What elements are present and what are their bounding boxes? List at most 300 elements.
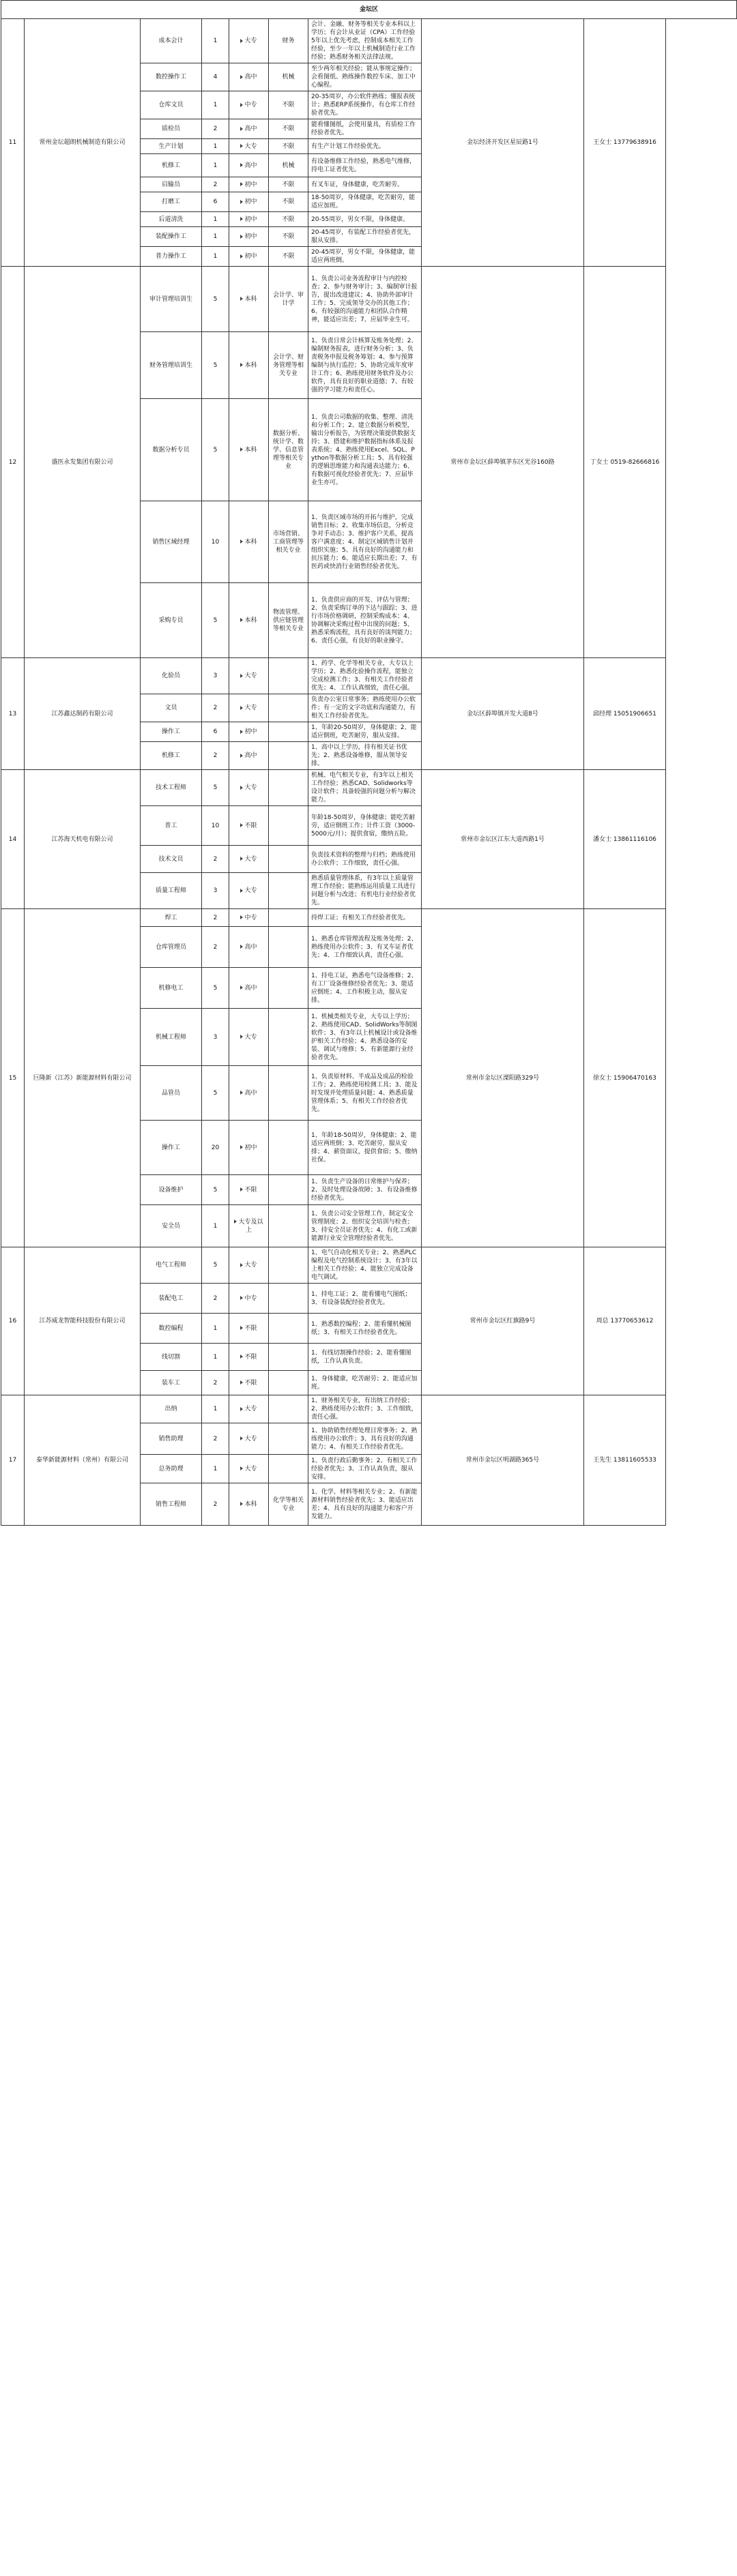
job-description: 1、熟悉数控编程；2、能看懂机械图纸；3、有相关工作经验者优先。: [308, 1314, 422, 1344]
company-number: 14: [1, 770, 25, 909]
job-education-cell: [229, 154, 269, 177]
row-marker-icon: [240, 235, 243, 239]
job-education: 不限: [244, 1353, 257, 1361]
company-address: 金坛区薛埠镇开发大道8号: [422, 658, 584, 770]
job-education-cell: [229, 63, 269, 91]
job-title-cell: [141, 227, 202, 247]
company-address: 常州市金坛区溧阳路329号: [422, 909, 584, 1247]
job-title-cell: [141, 1009, 202, 1066]
job-count-cell: [202, 1455, 229, 1483]
job-description: 至少两年相关经验；能从事规定操作；会看图纸、熟练操作数控车床、加工中心编程。: [308, 63, 422, 91]
row-marker-icon: [240, 706, 243, 710]
job-major: 机械: [269, 63, 308, 91]
job-count: 1: [213, 143, 218, 150]
job-description: 1、负责公司数据的收集、整理、清洗和分析工作；2、建立数据分析模型，输出分析报告，为管理决策提供数据支持；3、搭建和维护数据指标体系及报表系统；4、熟练使用Excel、SQL、Python等数据分析工具；5、具有较强的逻辑思维能力和沟通表达能力；6、有数据可视化经验者优先；7、应届毕业生亦可。: [308, 399, 422, 501]
row-marker-icon: [240, 915, 243, 919]
job-count-cell: [202, 806, 229, 846]
job-title-cell: [141, 154, 202, 177]
job-title: 机修工: [161, 162, 180, 169]
job-description: 负责技术资料的整理与归档；熟练使用办公软件；工作细致，责任心强。: [308, 846, 422, 873]
job-count: 1: [213, 1353, 218, 1361]
job-count: 1: [213, 162, 218, 169]
company-address: 常州市金坛区江东大道西路1号: [422, 770, 584, 909]
job-count-cell: [202, 846, 229, 873]
job-title-cell: [141, 139, 202, 154]
job-title-cell: [141, 1455, 202, 1483]
job-education: 大专: [244, 38, 257, 44]
job-row: [1, 19, 737, 63]
job-title: 生产计划: [158, 143, 184, 150]
job-description: 20-55周岁，男女不限，身体健康。: [308, 212, 422, 227]
job-count-cell: [202, 119, 229, 139]
job-major: 市场营销、工商管理等相关专业: [269, 501, 308, 583]
job-education: 初中: [244, 1144, 257, 1151]
job-major: [269, 909, 308, 927]
job-count: 1: [213, 38, 218, 44]
job-education-cell: [229, 1066, 269, 1121]
job-major: [269, 927, 308, 968]
job-description: 1、化学、材料等相关专业；2、有新能源材料销售经验者优先；3、能适应出差；4、具有良好的沟通能力和客户开发能力。: [308, 1483, 422, 1526]
job-education-cell: [229, 806, 269, 846]
job-education: 大专: [244, 1262, 257, 1269]
job-description: 熟悉质量管理体系，有3年以上质量管理工作经验；能熟练运用质量工具进行问题分析与改进；有机电行业经验者优先。: [308, 873, 422, 909]
job-education: 大专: [244, 672, 257, 679]
job-education: 大专: [244, 887, 257, 894]
job-education-cell: [229, 227, 269, 247]
company-contact: 周总 13770653612: [584, 1247, 666, 1395]
job-major: 化学等相关专业: [269, 1483, 308, 1526]
job-count: 2: [213, 752, 218, 759]
job-description: 1、负责公司安全管理工作，制定安全管理制度；2、组织安全培训与检查；3、持安全员证者优先；4、有化工或新能源行业安全管理经验者优先。: [308, 1205, 422, 1247]
job-major: [269, 1344, 308, 1371]
job-education-cell: [229, 139, 269, 154]
job-count-cell: [202, 399, 229, 501]
job-count-cell: [202, 192, 229, 212]
job-education-cell: [229, 212, 269, 227]
job-count-cell: [202, 658, 229, 694]
job-description: 1、持电工证；2、能看懂电气图纸；3、有设备装配经验者优先。: [308, 1284, 422, 1314]
job-description: 1、负责行政后勤事务；2、有相关工作经验者优先；3、工作认真负责，服从安排。: [308, 1455, 422, 1483]
job-count-cell: [202, 873, 229, 909]
job-education: 大专: [244, 855, 257, 863]
job-education: 初中: [244, 233, 257, 240]
row-marker-icon: [240, 217, 243, 221]
job-title-cell: [141, 968, 202, 1009]
job-major: [269, 1284, 308, 1314]
job-description: 1、年龄20-50周岁，身体健康；2、能适应倒班，吃苦耐劳，服从安排。: [308, 722, 422, 742]
company-contact: 邱经理 15051906651: [584, 658, 666, 770]
job-description: 20-45周岁，有装配工作经验者优先，服从安排。: [308, 227, 422, 247]
job-major: [269, 1395, 308, 1423]
job-count: 2: [213, 1500, 218, 1508]
row-marker-icon: [240, 103, 243, 107]
job-education: 本科: [244, 538, 257, 546]
job-education-cell: [229, 1455, 269, 1483]
job-row: [1, 1395, 737, 1423]
job-education-cell: [229, 399, 269, 501]
job-count: 6: [213, 728, 218, 735]
job-title-cell: [141, 1205, 202, 1247]
company-number: 16: [1, 1247, 25, 1395]
job-title-cell: [141, 332, 202, 399]
job-description: 负责办公室日常事务；熟练使用办公软件；有一定的文字功底和沟通能力，有相关工作经验者优先。: [308, 694, 422, 722]
row-marker-icon: [240, 163, 243, 167]
job-title: 技术文员: [158, 855, 184, 863]
job-title: 成本会计: [158, 38, 184, 44]
job-title: 出纳: [164, 1406, 177, 1412]
row-marker-icon: [240, 618, 243, 622]
job-education: 本科: [244, 446, 257, 454]
job-description: 能看懂图纸，会使用量具，有质检工作经验者优先。: [308, 119, 422, 139]
job-major: 会计学、审计学: [269, 267, 308, 332]
job-title-cell: [141, 846, 202, 873]
job-title: 采购专员: [158, 617, 184, 624]
row-marker-icon: [240, 823, 243, 827]
company-contact: 王先生 13811605533: [584, 1395, 666, 1526]
job-title: 仓库管理员: [155, 943, 186, 951]
job-education-cell: [229, 1483, 269, 1526]
job-title: 启输员: [161, 181, 180, 188]
job-count-cell: [202, 267, 229, 332]
job-row: [1, 909, 737, 927]
row-marker-icon: [240, 1502, 243, 1506]
row-marker-icon: [240, 75, 243, 79]
job-description: 有叉车证，身体健康，吃苦耐劳。: [308, 177, 422, 192]
job-count-cell: [202, 154, 229, 177]
job-title-cell: [141, 583, 202, 658]
job-title: 设备维护: [158, 1186, 184, 1194]
job-education: 高中: [244, 74, 257, 80]
job-count: 10: [211, 538, 220, 546]
job-title: 打磨工: [161, 198, 180, 205]
job-description: 1、药学、化学等相关专业，大专以上学历；2、熟悉化验操作流程，能独立完成检测工作；3、有相关工作经验者优先；4、工作认真细致，责任心强。: [308, 658, 422, 694]
company-name: 常州金坛超朗机械制造有限公司: [25, 19, 141, 267]
job-count: 2: [213, 914, 218, 921]
job-education-cell: [229, 19, 269, 63]
company-name: 江苏鑫达制药有限公司: [25, 658, 141, 770]
job-count-cell: [202, 227, 229, 247]
job-description: 年龄18-50周岁，身体健康；能吃苦耐劳，适应倒班工作；计件工资（3000-5000元/月）；提供食宿，缴纳五险。: [308, 806, 422, 846]
job-count-cell: [202, 1314, 229, 1344]
job-count-cell: [202, 501, 229, 583]
job-count: 2: [213, 943, 218, 951]
job-count-cell: [202, 177, 229, 192]
company-address: 常州市金坛区明湖路365号: [422, 1395, 584, 1526]
company-name: 盛医永发集团有限公司: [25, 267, 141, 658]
job-count-cell: [202, 770, 229, 806]
job-education: 高中: [244, 1089, 257, 1097]
company-contact: 丁女士 0519-82666816: [584, 267, 666, 658]
job-description: 1、熟悉仓库管理流程及账务处理；2、熟练使用办公软件；3、有叉车证者优先；4、工作细致认真，责任心强。: [308, 927, 422, 968]
job-count-cell: [202, 909, 229, 927]
job-description: 1、电气自动化相关专业；2、熟悉PLC编程及电气控制系统设计；3、有3年以上相关工作经验；4、能独立完成设备电气调试。: [308, 1247, 422, 1284]
job-education: 初中: [244, 216, 257, 223]
row-marker-icon: [240, 254, 243, 258]
job-education-cell: [229, 1344, 269, 1371]
job-title: 机修电工: [158, 984, 184, 992]
job-education-cell: [229, 909, 269, 927]
region-title: 金坛区: [1, 1, 737, 19]
job-education-cell: [229, 1175, 269, 1205]
job-title-cell: [141, 1175, 202, 1205]
job-description: 1、机械类相关专业，大专以上学历；2、熟练使用CAD、SolidWorks等制图软件；3、有3年以上机械设计或设备维护相关工作经验；4、熟悉设备的安装、调试与维修；5、有新能源行业经验者优先。: [308, 1009, 422, 1066]
job-education-cell: [229, 722, 269, 742]
job-count: 2: [213, 1435, 218, 1442]
job-count-cell: [202, 968, 229, 1009]
job-major: [269, 1247, 308, 1284]
row-marker-icon: [240, 144, 243, 148]
job-major: [269, 1423, 308, 1455]
job-title: 线切割: [161, 1353, 180, 1361]
job-education: 高中: [244, 125, 257, 132]
job-education-cell: [229, 1247, 269, 1284]
job-title: 财务管理培训生: [149, 361, 192, 369]
job-count-cell: [202, 1371, 229, 1395]
job-count: 2: [213, 125, 218, 132]
job-description: 1、高中以上学历，持有相关证书优先；2、熟悉设备维修，服从领导安排。: [308, 742, 422, 770]
job-title-cell: [141, 770, 202, 806]
job-major: [269, 968, 308, 1009]
row-marker-icon: [240, 857, 243, 861]
job-count-cell: [202, 1066, 229, 1121]
job-title: 普力操作工: [155, 253, 186, 260]
job-education-cell: [229, 119, 269, 139]
job-education-cell: [229, 742, 269, 770]
job-education: 初中: [244, 728, 257, 735]
job-education: 大专: [244, 1033, 257, 1041]
job-description: 1、协助销售经理处理日常事务；2、熟练使用办公软件；3、具有良好的沟通能力；4、有相关工作经验者优先。: [308, 1423, 422, 1455]
job-title-cell: [141, 1344, 202, 1371]
job-education-cell: [229, 658, 269, 694]
company-number: 12: [1, 267, 25, 658]
job-count: 1: [213, 1406, 218, 1412]
job-count: 2: [213, 1379, 218, 1387]
job-description: 机械、电气相关专业，有3年以上相关工作经验；熟悉CAD、Solidworks等设计软件；具备较强的问题分析与解决能力。: [308, 770, 422, 806]
job-title-cell: [141, 63, 202, 91]
job-count-cell: [202, 1483, 229, 1526]
job-title-cell: [141, 873, 202, 909]
job-major: [269, 1121, 308, 1175]
job-title: 数控编程: [158, 1324, 184, 1332]
job-title: 品管员: [161, 1089, 180, 1097]
job-title: 销售区域经理: [152, 538, 190, 546]
company-number: 17: [1, 1395, 25, 1526]
job-title-cell: [141, 177, 202, 192]
row-marker-icon: [240, 447, 243, 451]
row-marker-icon: [240, 182, 243, 186]
job-count-cell: [202, 332, 229, 399]
job-count-cell: [202, 1344, 229, 1371]
row-marker-icon: [240, 730, 243, 734]
company-name: 泰华新能源材料（常州）有限公司: [25, 1395, 141, 1526]
job-title: 操作工: [161, 728, 180, 735]
job-education-cell: [229, 332, 269, 399]
job-title-cell: [141, 91, 202, 119]
job-count-cell: [202, 1423, 229, 1455]
job-title-cell: [141, 909, 202, 927]
job-education-cell: [229, 1423, 269, 1455]
job-count: 5: [213, 984, 218, 992]
job-education: 本科: [244, 361, 257, 369]
job-title: 操作工: [161, 1144, 180, 1151]
job-title: 装配电工: [158, 1294, 184, 1302]
job-education: 本科: [244, 617, 257, 624]
job-count-cell: [202, 1205, 229, 1247]
row-marker-icon: [240, 539, 243, 544]
job-major: [269, 1009, 308, 1066]
job-major: [269, 694, 308, 722]
row-marker-icon: [240, 786, 243, 790]
job-education-cell: [229, 91, 269, 119]
job-major: 不限: [269, 177, 308, 192]
job-title: 数据分析专员: [152, 446, 190, 454]
job-education: 中专: [244, 914, 257, 921]
job-count: 5: [213, 1089, 218, 1097]
job-count-cell: [202, 1121, 229, 1175]
job-title-cell: [141, 1247, 202, 1284]
job-description: 1、负责供应商的开发、评估与管理；2、负责采购订单的下达与跟踪；3、进行市场价格调研，控制采购成本；4、协调解决采购过程中出现的问题；5、熟悉采购流程，具有良好的谈判能力；6、责任心强，有良好的职业操守。: [308, 583, 422, 658]
job-education: 不限: [244, 822, 257, 829]
job-count: 1: [213, 253, 218, 260]
row-marker-icon: [240, 674, 243, 678]
job-title: 质量工程师: [155, 887, 186, 894]
job-count: 2: [213, 1294, 218, 1302]
job-major: [269, 846, 308, 873]
job-count: 5: [213, 446, 218, 454]
job-major: 物流管理、供应链管理等相关专业: [269, 583, 308, 658]
job-title: 总务助理: [158, 1465, 184, 1472]
job-major: 不限: [269, 91, 308, 119]
job-count: 2: [213, 181, 218, 188]
row-marker-icon: [240, 1091, 243, 1095]
job-count-cell: [202, 19, 229, 63]
company-name: 巨隆新（江苏）新能源材料有限公司: [25, 909, 141, 1247]
job-count: 1: [213, 233, 218, 240]
job-major: 数据分析、统计学、数学、信息管理等相关专业: [269, 399, 308, 501]
job-education: 高中: [244, 752, 257, 759]
job-count-cell: [202, 1395, 229, 1423]
job-count: 3: [213, 1033, 218, 1041]
job-description: 20-35周岁，办公软件熟练；懂报表统计；熟悉ERP系统操作，有仓库工作经验者优先。: [308, 91, 422, 119]
company-name: 江苏威龙智能科技股份有限公司: [25, 1247, 141, 1395]
row-marker-icon: [240, 127, 243, 131]
job-count: 5: [213, 784, 218, 791]
job-count: 3: [213, 887, 218, 894]
job-count-cell: [202, 694, 229, 722]
job-education-cell: [229, 1395, 269, 1423]
job-count: 6: [213, 198, 218, 205]
job-title-cell: [141, 1423, 202, 1455]
row-marker-icon: [240, 1035, 243, 1039]
job-title-cell: [141, 119, 202, 139]
job-title-cell: [141, 927, 202, 968]
job-education-cell: [229, 968, 269, 1009]
job-education: 中专: [244, 102, 257, 108]
job-description: 1、身体健康，吃苦耐劳；2、能适应加班。: [308, 1371, 422, 1395]
job-title: 化验员: [161, 672, 180, 679]
company-address: 金坛经济开发区星辰路1号: [422, 19, 584, 267]
job-title-cell: [141, 1371, 202, 1395]
job-education-cell: [229, 873, 269, 909]
job-major: 不限: [269, 119, 308, 139]
job-count-cell: [202, 139, 229, 154]
job-education: 大专: [244, 143, 257, 150]
row-marker-icon: [240, 1187, 243, 1191]
job-count: 1: [213, 1324, 218, 1332]
job-title: 质检员: [161, 125, 180, 132]
job-education: 大专及以上: [238, 1218, 263, 1234]
job-count-cell: [202, 742, 229, 770]
job-count: 2: [213, 855, 218, 863]
job-title-cell: [141, 399, 202, 501]
job-major: 会计学、财务管理等相关专业: [269, 332, 308, 399]
job-major: [269, 873, 308, 909]
job-row: [1, 267, 737, 332]
job-education: 本科: [244, 1500, 257, 1508]
company-address: 常州市金坛区红旗路9号: [422, 1247, 584, 1395]
row-marker-icon: [240, 1326, 243, 1330]
job-education: 高中: [244, 984, 257, 992]
job-education: 高中: [244, 162, 257, 169]
job-count: 5: [213, 617, 218, 624]
job-count-cell: [202, 1247, 229, 1284]
job-education-cell: [229, 177, 269, 192]
job-education: 中专: [244, 1294, 257, 1302]
job-major: 不限: [269, 212, 308, 227]
row-marker-icon: [240, 1145, 243, 1149]
job-count: 5: [213, 295, 218, 303]
job-title-cell: [141, 501, 202, 583]
job-education-cell: [229, 1284, 269, 1314]
row-marker-icon: [240, 39, 243, 43]
job-title-cell: [141, 806, 202, 846]
job-title: 焊工: [164, 914, 177, 921]
job-education: 初中: [244, 181, 257, 188]
row-marker-icon: [240, 754, 243, 758]
job-description: 1、持电工证，熟悉电气设备维修；2、有工厂设备维修经验者优先；3、能适应倒班；4、工作积极主动，服从安排。: [308, 968, 422, 1009]
job-major: [269, 1205, 308, 1247]
job-education-cell: [229, 1205, 269, 1247]
job-title: 普工: [164, 822, 177, 829]
job-education: 高中: [244, 943, 257, 951]
job-count-cell: [202, 583, 229, 658]
job-major: [269, 1314, 308, 1344]
job-count: 5: [213, 361, 218, 369]
job-title-cell: [141, 658, 202, 694]
job-count: 3: [213, 672, 218, 679]
job-title-cell: [141, 1066, 202, 1121]
row-marker-icon: [240, 945, 243, 949]
job-title: 电气工程师: [155, 1262, 186, 1269]
company-name: 江苏海天机电有限公司: [25, 770, 141, 909]
job-title-cell: [141, 1395, 202, 1423]
job-major: [269, 806, 308, 846]
job-title-cell: [141, 722, 202, 742]
job-count-cell: [202, 91, 229, 119]
job-major: [269, 1066, 308, 1121]
job-description: 持焊工证；有相关工作经验者优先。: [308, 909, 422, 927]
row-marker-icon: [240, 1263, 243, 1267]
job-count: 2: [213, 705, 218, 711]
job-education-cell: [229, 846, 269, 873]
job-title-cell: [141, 742, 202, 770]
job-major: [269, 722, 308, 742]
job-education: 大专: [244, 1435, 257, 1442]
job-education: 不限: [244, 1379, 257, 1387]
job-description: 1、有线切割操作经验；2、能看懂图纸，工作认真负责。: [308, 1344, 422, 1371]
job-count: 1: [213, 1465, 218, 1472]
job-major: [269, 770, 308, 806]
